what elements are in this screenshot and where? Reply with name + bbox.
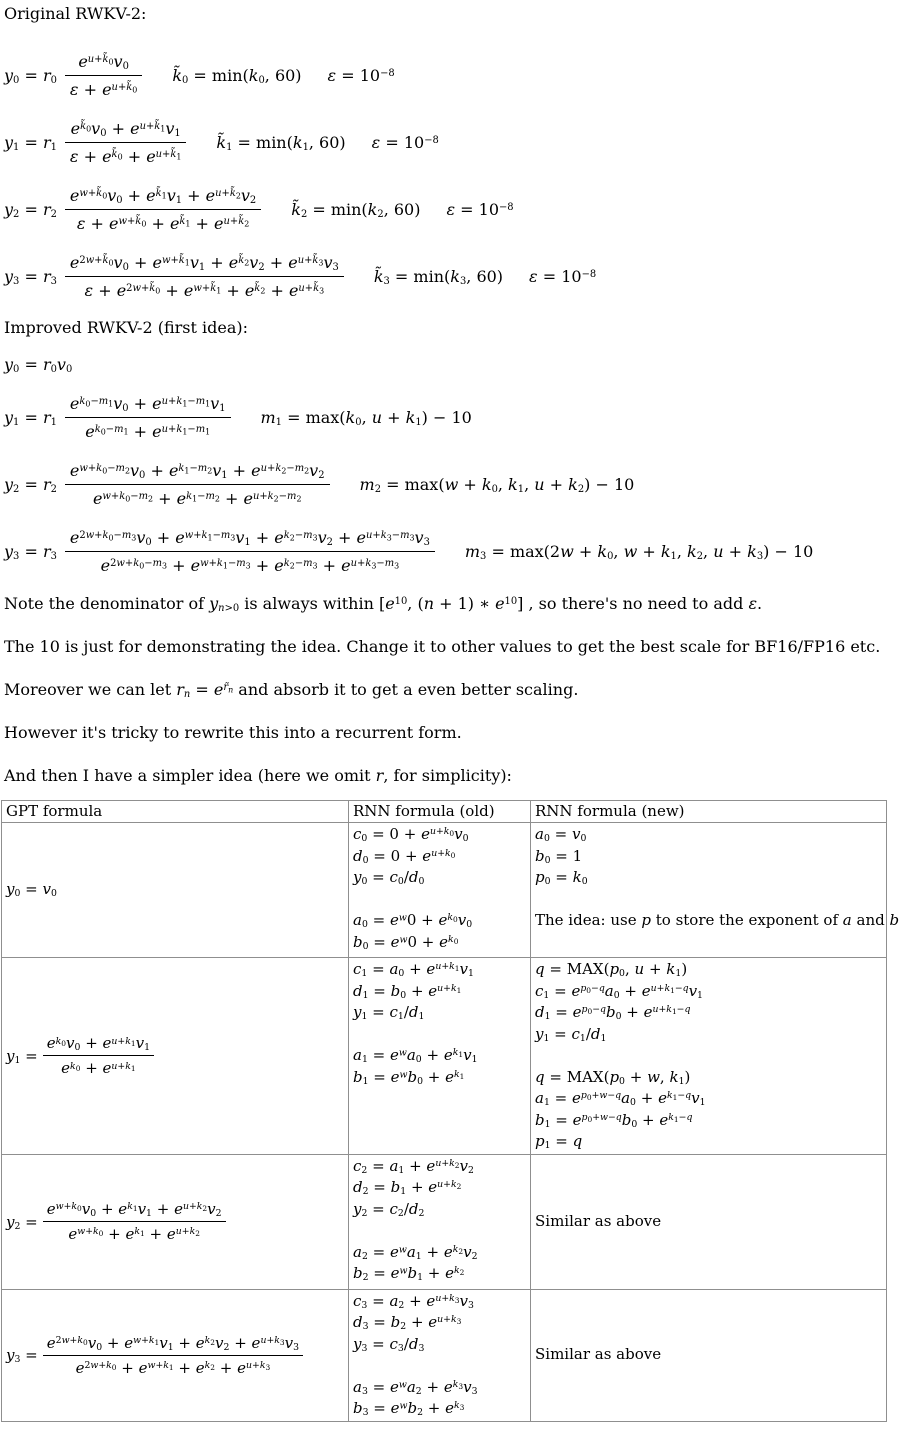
cell-rnn-formula-new bbox=[531, 1289, 887, 1421]
equation bbox=[6, 1198, 226, 1245]
fraction bbox=[65, 183, 261, 236]
formula-line: $b_0 = e^w0 + e^{k_0}$ bbox=[353, 932, 459, 952]
table-body bbox=[2, 823, 899, 1422]
equation-main bbox=[6, 1332, 303, 1379]
fraction bbox=[65, 458, 330, 511]
equation bbox=[4, 250, 596, 303]
fraction bbox=[43, 1198, 226, 1245]
formula-line bbox=[353, 1024, 526, 1046]
formula-line bbox=[535, 1045, 882, 1067]
formula-line: d3 = b2 + eu+k3 bbox=[353, 1313, 462, 1333]
cell-gpt-formula bbox=[2, 1154, 349, 1289]
section-original-rwkv2 bbox=[4, 3, 882, 303]
side-condition: $m_1 = \max(k_0$, $u + k_1) - 10$ bbox=[260, 408, 472, 429]
formula-line: a3 = ewa2 + ek3v3 bbox=[353, 1377, 478, 1397]
formula-line: $d_1 = e^{p_0-q}b_0 + e^{u+k_1-q}$ bbox=[535, 1003, 691, 1023]
table-header-row bbox=[2, 801, 887, 823]
formula-line: $p_0 = k_0$ bbox=[535, 868, 588, 888]
fraction-bar bbox=[65, 484, 330, 485]
equation-main bbox=[6, 1198, 226, 1245]
side-condition: $k̃_2 = \min(k_2$, 60) bbox=[291, 200, 421, 221]
cell-gpt-formula bbox=[2, 958, 349, 1155]
numerator: $e^{k_0-m_1}v_0 + e^{u+k_1-m_1}v_1$ bbox=[69, 394, 226, 415]
equation-main bbox=[4, 250, 344, 303]
section-improved-rwkv2 bbox=[4, 317, 882, 578]
improved-formula-list bbox=[4, 391, 882, 578]
table-row bbox=[2, 958, 887, 1155]
formula-line: $y_0 = c_0/d_0$ bbox=[353, 868, 425, 888]
equation bbox=[6, 1032, 154, 1079]
fraction-bar bbox=[65, 75, 142, 76]
equation-main bbox=[6, 1032, 154, 1079]
equation-main bbox=[4, 525, 435, 578]
column-header-gpt-formula: GPT formula bbox=[2, 801, 349, 823]
section-heading: Original RWKV-2: bbox=[4, 4, 147, 23]
formula-line bbox=[353, 1355, 526, 1377]
numerator: $e^{k_0}v_0 + e^{u+k_1}v_1$ bbox=[46, 1034, 150, 1054]
denominator: $e^{w+k_0-m_2} + e^{k_1-m_2} + e^{u+k_2-m_2}$ bbox=[92, 489, 302, 508]
equation-main bbox=[4, 183, 261, 236]
denominator: $e^{k_0-m_1} + e^{u+k_1-m_1}$ bbox=[85, 422, 211, 441]
fraction-bar bbox=[65, 417, 231, 418]
cell-rnn-formula-old bbox=[349, 1154, 531, 1289]
denominator: $e^{k_0} + e^{u+k_1}$ bbox=[61, 1059, 136, 1078]
formula-line: $c_0 = 0 + e^{u+k_0}v_0$ bbox=[353, 825, 469, 845]
side-condition: $m_3 = \max(2w + k_0$, $w + k_1$, $k_2$, $u + k_3) - 10$ bbox=[464, 542, 814, 563]
fraction-bar bbox=[43, 1355, 303, 1356]
formula-line: d2 = b1 + eu+k2 bbox=[353, 1178, 462, 1198]
denominator: e2w+k0 + ew+k1 + ek2 + eu+k3 bbox=[75, 1358, 271, 1377]
equation bbox=[6, 1332, 303, 1379]
fraction bbox=[65, 116, 187, 169]
side-condition: $k̃_0 = \min(k_0$, 60) bbox=[172, 66, 302, 87]
formula-line: Similar as above bbox=[535, 1211, 662, 1230]
fraction bbox=[65, 49, 142, 102]
formula-line: $d_0 = 0 + e^{u+k_0}$ bbox=[353, 846, 456, 866]
formula-line: c2 = a1 + eu+k2v2 bbox=[353, 1156, 474, 1176]
formula-line: $q = MAX(p_0 + w$, $k_1$) bbox=[535, 1067, 691, 1087]
formula-line: Similar as above bbox=[535, 1345, 662, 1364]
equation-lhs: $y_2 = r_2$ bbox=[4, 475, 57, 496]
formula-line bbox=[353, 889, 526, 911]
epsilon-condition: $\varepsilon = 10^{-8}$ bbox=[327, 66, 395, 85]
side-condition: $k̃_1 = \min(k_1$, 60) bbox=[216, 133, 346, 154]
formula-line: y3 = c3/d3 bbox=[353, 1334, 425, 1354]
equation bbox=[4, 458, 634, 511]
paragraph: However it's tricky to rewrite this into a recurrent form. bbox=[4, 723, 462, 742]
denominator: $\varepsilon + e^{k̃_0} + e^{u+k̃_1}$ bbox=[69, 147, 182, 166]
notes-paragraphs bbox=[4, 592, 882, 788]
numerator: e2w+k0v0 + ew+k1v1 + ek2v2 + eu+k3v3 bbox=[46, 1333, 300, 1353]
fraction-bar bbox=[43, 1221, 226, 1222]
equation bbox=[4, 116, 439, 169]
formula-line: $b_1 = e^{p_0+w-q}b_0 + e^{k_1-q}$ bbox=[535, 1110, 693, 1130]
numerator: $e^{k̃_0}v_0 + e^{u+k̃_1}v_1$ bbox=[70, 119, 181, 140]
equation-main bbox=[4, 49, 142, 102]
fraction-bar bbox=[65, 551, 435, 552]
numerator: $e^{2w+k̃_0}v_0 + e^{w+k̃_1}v_1 + e^{k̃_2}v_2 + e^{u+k̃_3}v_3$ bbox=[69, 253, 339, 274]
original-formula-list bbox=[4, 49, 882, 303]
equation-main bbox=[4, 391, 231, 444]
equation-lhs: $y_0 = r_0$ bbox=[4, 66, 57, 87]
formula-line: $c_1 = a_0 + e^{u+k_1}v_1$ bbox=[353, 960, 474, 980]
formula-line: c3 = a2 + eu+k3v3 bbox=[353, 1291, 474, 1311]
fraction bbox=[65, 391, 231, 444]
denominator: $\varepsilon + e^{2w+k̃_0} + e^{w+k̃_1} + e^{k̃_2} + e^{u+k̃_3}$ bbox=[84, 281, 325, 300]
formula-line: $y_1 = c_1/d_1$ bbox=[535, 1024, 607, 1044]
table-row bbox=[2, 823, 887, 958]
denominator: $\varepsilon + e^{w+k̃_0} + e^{k̃_1} + e^{u+k̃_2}$ bbox=[76, 214, 250, 233]
formula-line: $y_1 = c_1/d_1$ bbox=[353, 1003, 425, 1023]
equation-lhs: $y_1 = r_1$ bbox=[4, 133, 57, 154]
fraction bbox=[65, 250, 344, 303]
formula-line: $c_1 = e^{p_0-q}a_0 + e^{u+k_1-q}v_1$ bbox=[535, 981, 703, 1001]
cell-rnn-formula-new bbox=[531, 958, 887, 1155]
section-notes bbox=[4, 592, 882, 788]
formula-line: $a_1 = e^{p_0+w-q}a_0 + e^{k_1-q}v_1$ bbox=[535, 1089, 706, 1109]
equation-lhs: $y_3 = r_3$ bbox=[4, 542, 57, 563]
epsilon-condition: $\varepsilon = 10^{-8}$ bbox=[446, 200, 514, 219]
formula-line: $b_1 = e^wb_0 + e^{k_1}$ bbox=[353, 1067, 465, 1087]
paragraph: Note the denominator of $y_{n>0}$ is always within [$e^{10}$, (n + 1) ∗ $e^{10}$] , so there's no need to add ε. bbox=[4, 594, 763, 615]
fraction-bar bbox=[65, 142, 187, 143]
fraction-bar bbox=[65, 276, 344, 277]
equation bbox=[4, 183, 514, 236]
formula-line: a2 = ewa1 + ek2v2 bbox=[353, 1242, 478, 1262]
fraction bbox=[43, 1032, 154, 1079]
cell-rnn-formula-new bbox=[531, 823, 899, 958]
formula-line: b3 = ewb2 + ek3 bbox=[353, 1399, 465, 1419]
cell-rnn-formula-old bbox=[349, 1289, 531, 1421]
equation: $y_0 = r_0v_0$ bbox=[4, 355, 73, 376]
numerator: $e^{w+k̃_0}v_0 + e^{k̃_1}v_1 + e^{u+k̃_2}v_2$ bbox=[69, 186, 257, 207]
column-header-rnn-formula-old: RNN formula (old) bbox=[349, 801, 531, 823]
numerator: $e^{w+k_0-m_2}v_0 + e^{k_1-m_2}v_1 + e^{u+k_2-m_2}v_2$ bbox=[69, 461, 325, 482]
cell-rnn-formula-old bbox=[349, 958, 531, 1155]
formula-line: $d_1 = b_0 + e^{u+k_1}$ bbox=[353, 981, 462, 1001]
paragraph: And then I have a simpler idea (here we omit r, for simplicity): bbox=[4, 766, 512, 785]
paragraph: Moreover we can let $r_n = e^{r̃_n}$ and absorb it to get a even better scaling. bbox=[4, 680, 579, 701]
formula-line: $y_0 = v_0$ bbox=[6, 880, 57, 900]
epsilon-condition: $\varepsilon = 10^{-8}$ bbox=[371, 133, 439, 152]
paragraph: The 10 is just for demonstrating the idea. Change it to other values to get the best scale for BF16/FP16 etc. bbox=[4, 637, 881, 656]
formula-line: y2 = c2/d2 bbox=[353, 1199, 425, 1219]
equation bbox=[4, 391, 472, 444]
formula-line: $a_0 = e^w0 + e^{k_0}v_0$ bbox=[353, 911, 473, 931]
equation-lhs: $y_1 = r_1$ bbox=[4, 408, 57, 429]
cell-rnn-formula-new bbox=[531, 1154, 887, 1289]
formula-line bbox=[535, 889, 882, 911]
formula-line: $a_0 = v_0$ bbox=[535, 825, 587, 845]
fraction-bar bbox=[65, 209, 261, 210]
table-header bbox=[2, 801, 887, 823]
cell-gpt-formula bbox=[2, 1289, 349, 1421]
column-header-rnn-formula-new: RNN formula (new) bbox=[531, 801, 887, 823]
numerator: $e^{2w+k_0-m_3}v_0 + e^{w+k_1-m_3}v_1 + e^{k_2-m_3}v_2 + e^{u+k_3-m_3}v_3$ bbox=[69, 528, 430, 549]
equation-lhs: $y_1$ = bbox=[6, 1046, 38, 1066]
formula-line: $a_1 = e^wa_0 + e^{k_1}v_1$ bbox=[353, 1046, 478, 1066]
formula-line: p1 = q bbox=[535, 1132, 583, 1152]
equation-main bbox=[4, 458, 330, 511]
denominator: ew+k0 + ek1 + eu+k2 bbox=[68, 1225, 200, 1243]
table-row bbox=[2, 1289, 887, 1421]
denominator: $\varepsilon + e^{u+k̃_0}$ bbox=[69, 80, 138, 99]
formula-line: $b_0 = 1$ bbox=[535, 846, 583, 866]
equation-main bbox=[4, 116, 186, 169]
equation-lhs: $y_3 = r_3$ bbox=[4, 267, 57, 288]
formula-line: The idea: use p to store the exponent of a and b bbox=[535, 911, 899, 929]
cell-gpt-formula bbox=[2, 823, 349, 958]
comparison-table bbox=[1, 800, 899, 1422]
equation bbox=[4, 525, 813, 578]
formula-line: b2 = ewb1 + ek2 bbox=[353, 1264, 465, 1284]
formula-line bbox=[353, 1220, 526, 1242]
fraction bbox=[43, 1332, 303, 1379]
equation-lhs: y3 = bbox=[6, 1346, 38, 1366]
denominator: $e^{2w+k_0-m_3} + e^{w+k_1-m_3} + e^{k_2-m_3} + e^{u+k_3-m_3}$ bbox=[100, 556, 400, 575]
side-condition: $k̃_3 = \min(k_3$, 60) bbox=[373, 267, 504, 288]
fraction bbox=[65, 525, 435, 578]
numerator: $e^{u+k̃_0}v_0$ bbox=[78, 52, 129, 73]
formula-line: $q = MAX(p_0$, $u + k_1$) bbox=[535, 960, 688, 980]
cell-rnn-formula-old bbox=[349, 823, 531, 958]
numerator: ew+k0v0 + ek1v1 + eu+k2v2 bbox=[46, 1200, 222, 1220]
fraction-bar bbox=[43, 1055, 154, 1056]
section-heading: Improved RWKV-2 (first idea): bbox=[4, 318, 248, 337]
equation-lhs: $y_2 = r_2$ bbox=[4, 200, 57, 221]
equation bbox=[4, 49, 395, 102]
side-condition: $m_2 = \max(w + k_0$, $k_1$, $u + k_2) - 10$ bbox=[359, 475, 635, 496]
epsilon-condition: $\varepsilon = 10^{-8}$ bbox=[529, 267, 597, 286]
table-row bbox=[2, 1154, 887, 1289]
equation-lhs: y2 = bbox=[6, 1212, 38, 1232]
